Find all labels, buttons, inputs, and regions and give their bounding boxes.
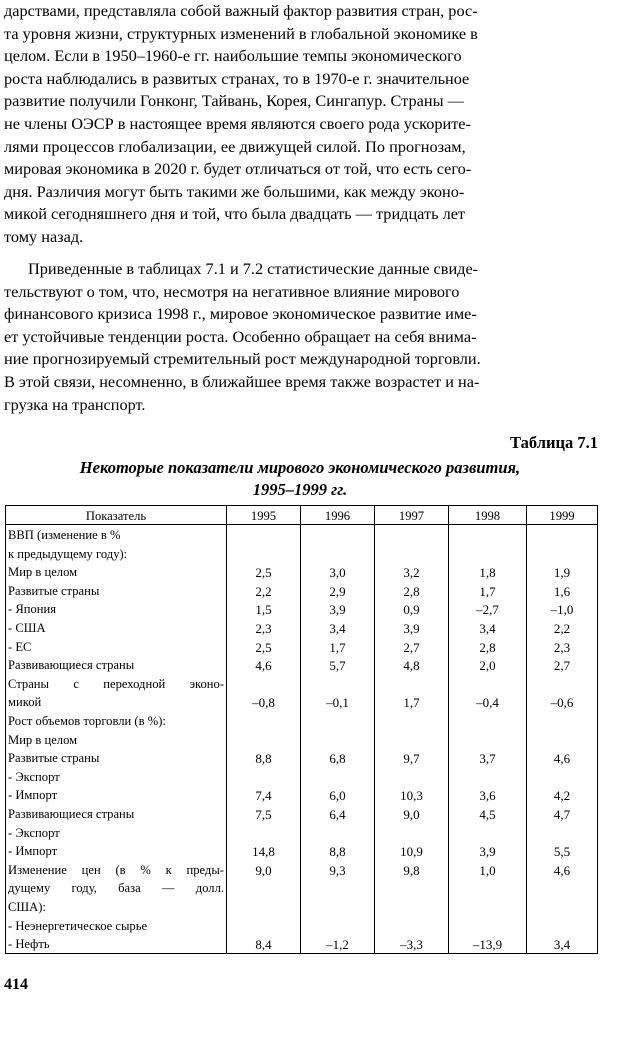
value-cell: –13,9 xyxy=(449,934,527,953)
value-cell: –0,4 xyxy=(449,692,527,711)
table-row xyxy=(6,692,598,711)
text-line: финансового кризиса 1998 г., мировое экономическое развитие име- xyxy=(4,304,477,324)
value-cell: –0,1 xyxy=(301,692,375,711)
value-cell: –2,7 xyxy=(449,599,527,618)
row-label: - Нефть xyxy=(6,934,227,953)
value-cell: 8,8 xyxy=(301,841,375,860)
table-title xyxy=(4,457,596,501)
value-cell: 4,5 xyxy=(449,804,527,823)
table-body xyxy=(6,525,598,954)
value-cell xyxy=(449,878,527,897)
value-cell xyxy=(227,823,301,842)
value-cell xyxy=(449,767,527,786)
value-cell xyxy=(227,544,301,563)
value-cell: –3,3 xyxy=(375,934,449,953)
value-cell xyxy=(301,711,375,730)
paragraph-statistics xyxy=(4,258,596,416)
value-cell: 5,5 xyxy=(527,841,598,860)
value-cell xyxy=(527,767,598,786)
value-cell xyxy=(227,915,301,934)
row-label: - Япония xyxy=(6,599,227,618)
value-cell: 8,8 xyxy=(227,748,301,767)
value-cell: 2,7 xyxy=(375,637,449,656)
value-cell xyxy=(301,525,375,544)
value-cell: 4,6 xyxy=(227,655,301,674)
table-row xyxy=(6,618,598,637)
row-label: Развивающиеся страны xyxy=(6,804,227,823)
value-cell: 1,7 xyxy=(375,692,449,711)
value-cell: 3,4 xyxy=(527,934,598,953)
table-row xyxy=(6,823,598,842)
text-line: грузка на транспорт. xyxy=(4,394,146,414)
value-cell xyxy=(227,525,301,544)
value-cell: –0,6 xyxy=(527,692,598,711)
value-cell: 4,8 xyxy=(375,655,449,674)
value-cell: 3,9 xyxy=(301,599,375,618)
value-cell xyxy=(527,897,598,916)
value-cell xyxy=(527,730,598,749)
text-line: ние прогнозируемый стремительный рост международной торговли. xyxy=(4,349,481,369)
value-cell: 1,5 xyxy=(227,599,301,618)
value-cell: 10,3 xyxy=(375,785,449,804)
table-row xyxy=(6,599,598,618)
value-cell xyxy=(375,544,449,563)
value-cell xyxy=(375,674,449,693)
value-cell xyxy=(449,674,527,693)
text-line: тому назад. xyxy=(4,226,84,246)
row-label: Рост объемов торговли (в %): xyxy=(6,711,227,730)
text-line: развитие получили Гонконг, Тайвань, Корея, Сингапур. Страны — xyxy=(4,91,464,111)
value-cell xyxy=(227,730,301,749)
value-cell: 3,0 xyxy=(301,562,375,581)
text-line: целом. Если в 1950–1960-е гг. наибольшие темпы экономического xyxy=(4,46,462,66)
table-row xyxy=(6,655,598,674)
table-row xyxy=(6,785,598,804)
table-row xyxy=(6,767,598,786)
table-row xyxy=(6,525,598,544)
table-row xyxy=(6,841,598,860)
text-line: дарствами, представляла собой важный фактор развития стран, рос- xyxy=(4,1,478,20)
value-cell: 6,0 xyxy=(301,785,375,804)
value-cell: 2,0 xyxy=(449,655,527,674)
row-label: США): xyxy=(6,897,227,916)
table-row xyxy=(6,637,598,656)
value-cell xyxy=(375,525,449,544)
value-cell: 4,7 xyxy=(527,804,598,823)
value-cell: 2,3 xyxy=(527,637,598,656)
table-row xyxy=(6,915,598,934)
row-label: к предыдущему году): xyxy=(6,544,227,563)
value-cell: 7,4 xyxy=(227,785,301,804)
value-cell xyxy=(449,525,527,544)
text-line: та уровня жизни, структурных изменений в глобальной экономике в xyxy=(4,23,478,43)
table-row xyxy=(6,674,598,693)
text-line: лями процессов глобализации, ее движущей силой. По прогнозам, xyxy=(4,136,466,156)
value-cell: 10,9 xyxy=(375,841,449,860)
row-label: дущему году, база — долл. xyxy=(6,878,227,897)
value-cell: 6,4 xyxy=(301,804,375,823)
row-label: - США xyxy=(6,618,227,637)
table-header-row xyxy=(6,506,598,525)
row-label: Развитые страны xyxy=(6,748,227,767)
value-cell: 9,3 xyxy=(301,860,375,879)
value-cell: 9,0 xyxy=(227,860,301,879)
value-cell: 9,0 xyxy=(375,804,449,823)
row-label: Мир в целом xyxy=(6,730,227,749)
table-row xyxy=(6,748,598,767)
value-cell xyxy=(301,767,375,786)
value-cell: –1,0 xyxy=(527,599,598,618)
value-cell xyxy=(375,711,449,730)
indicators-table xyxy=(5,505,598,954)
text-line: В этой связи, несомненно, в ближайшее время также возрастет и на- xyxy=(4,371,480,391)
value-cell xyxy=(449,897,527,916)
header-indicator: Показатель xyxy=(6,506,227,525)
value-cell xyxy=(449,915,527,934)
value-cell xyxy=(527,711,598,730)
value-cell xyxy=(227,878,301,897)
table-row xyxy=(6,711,598,730)
page-number: 414 xyxy=(4,976,28,993)
value-cell: 6,8 xyxy=(301,748,375,767)
row-label: - ЕС xyxy=(6,637,227,656)
value-cell: 7,5 xyxy=(227,804,301,823)
row-label: Развивающиеся страны xyxy=(6,655,227,674)
value-cell: 8,4 xyxy=(227,934,301,953)
value-cell xyxy=(527,823,598,842)
value-cell xyxy=(527,674,598,693)
header-year-1996: 1996 xyxy=(301,506,375,525)
value-cell xyxy=(375,915,449,934)
value-cell xyxy=(449,730,527,749)
value-cell xyxy=(301,674,375,693)
value-cell xyxy=(449,711,527,730)
value-cell: 4,2 xyxy=(527,785,598,804)
row-label: - Импорт xyxy=(6,785,227,804)
value-cell: 2,2 xyxy=(527,618,598,637)
value-cell xyxy=(227,767,301,786)
value-cell xyxy=(227,711,301,730)
row-label: микой xyxy=(6,692,227,711)
value-cell xyxy=(301,897,375,916)
value-cell: 2,8 xyxy=(449,637,527,656)
value-cell: 1,0 xyxy=(449,860,527,879)
value-cell xyxy=(527,544,598,563)
value-cell xyxy=(227,897,301,916)
value-cell: 1,8 xyxy=(449,562,527,581)
value-cell xyxy=(375,730,449,749)
header-year-1997: 1997 xyxy=(375,506,449,525)
row-label: - Импорт xyxy=(6,841,227,860)
value-cell xyxy=(375,767,449,786)
paragraph-intro xyxy=(4,0,596,249)
value-cell xyxy=(301,878,375,897)
value-cell: 4,6 xyxy=(527,748,598,767)
value-cell: 3,9 xyxy=(449,841,527,860)
table-row xyxy=(6,581,598,600)
value-cell xyxy=(375,823,449,842)
header-year-1998: 1998 xyxy=(449,506,527,525)
row-label: Страны с переходной эконо- xyxy=(6,674,227,693)
value-cell xyxy=(301,544,375,563)
value-cell: 3,4 xyxy=(301,618,375,637)
value-cell xyxy=(527,915,598,934)
value-cell: –0,8 xyxy=(227,692,301,711)
value-cell xyxy=(527,525,598,544)
row-label: Мир в целом xyxy=(6,562,227,581)
text-line: мировая экономика в 2020 г. будет отличаться от той, что есть сего- xyxy=(4,159,472,179)
header-year-1995: 1995 xyxy=(227,506,301,525)
value-cell: 3,4 xyxy=(449,618,527,637)
value-cell: 9,8 xyxy=(375,860,449,879)
value-cell: 3,6 xyxy=(449,785,527,804)
value-cell xyxy=(301,915,375,934)
table-title-line-1: Некоторые показатели мирового экономического развития, xyxy=(79,458,521,477)
text-line: дня. Различия могут быть такими же большими, как между эконо- xyxy=(4,181,465,201)
row-label: - Экспорт xyxy=(6,823,227,842)
text-line: микой сегодняшнего дня и той, что была двадцать — тридцать лет xyxy=(4,204,466,224)
row-label: - Неэнергетическое сырье xyxy=(6,915,227,934)
value-cell: 1,6 xyxy=(527,581,598,600)
value-cell: 1,9 xyxy=(527,562,598,581)
value-cell: 3,9 xyxy=(375,618,449,637)
table-row xyxy=(6,562,598,581)
value-cell: 5,7 xyxy=(301,655,375,674)
value-cell: 3,2 xyxy=(375,562,449,581)
value-cell xyxy=(301,730,375,749)
table-row xyxy=(6,878,598,897)
text-line: ет устойчивые тенденции роста. Особенно обращает на себя внима- xyxy=(4,326,477,346)
text-line: роста наблюдались в развитых странах, то в 1970-е г. значительное xyxy=(4,68,470,88)
table-row xyxy=(6,804,598,823)
value-cell: 1,7 xyxy=(301,637,375,656)
table-row xyxy=(6,860,598,879)
value-cell: 2,2 xyxy=(227,581,301,600)
table-row xyxy=(6,544,598,563)
value-cell: 14,8 xyxy=(227,841,301,860)
text-line: тельствуют о том, что, несмотря на негативное влияние мирового xyxy=(4,281,460,301)
value-cell xyxy=(449,823,527,842)
value-cell: 2,7 xyxy=(527,655,598,674)
value-cell xyxy=(375,878,449,897)
value-cell xyxy=(375,897,449,916)
row-label: ВВП (изменение в % xyxy=(6,525,227,544)
table-title-line-2: 1995–1999 гг. xyxy=(252,480,348,499)
value-cell: 2,5 xyxy=(227,637,301,656)
value-cell: 3,7 xyxy=(449,748,527,767)
value-cell xyxy=(449,544,527,563)
table-row xyxy=(6,934,598,953)
value-cell: 1,7 xyxy=(449,581,527,600)
table-row xyxy=(6,897,598,916)
value-cell: 2,9 xyxy=(301,581,375,600)
table-number: Таблица 7.1 xyxy=(510,433,598,452)
value-cell: 2,8 xyxy=(375,581,449,600)
text-line: Приведенные в таблицах 7.1 и 7.2 статистические данные свиде- xyxy=(28,259,479,278)
row-label: Изменение цен (в % к преды- xyxy=(6,860,227,879)
table-row xyxy=(6,730,598,749)
value-cell xyxy=(301,823,375,842)
row-label: Развитые страны xyxy=(6,581,227,600)
row-label: - Экспорт xyxy=(6,767,227,786)
text-line: не члены ОЭСР в настоящее время являются своего рода ускорите- xyxy=(4,113,471,133)
header-year-1999: 1999 xyxy=(527,506,598,525)
value-cell: 2,5 xyxy=(227,562,301,581)
value-cell: 0,9 xyxy=(375,599,449,618)
value-cell: 9,7 xyxy=(375,748,449,767)
value-cell: 4,6 xyxy=(527,860,598,879)
value-cell: –1,2 xyxy=(301,934,375,953)
value-cell xyxy=(227,674,301,693)
value-cell: 2,3 xyxy=(227,618,301,637)
value-cell xyxy=(527,878,598,897)
